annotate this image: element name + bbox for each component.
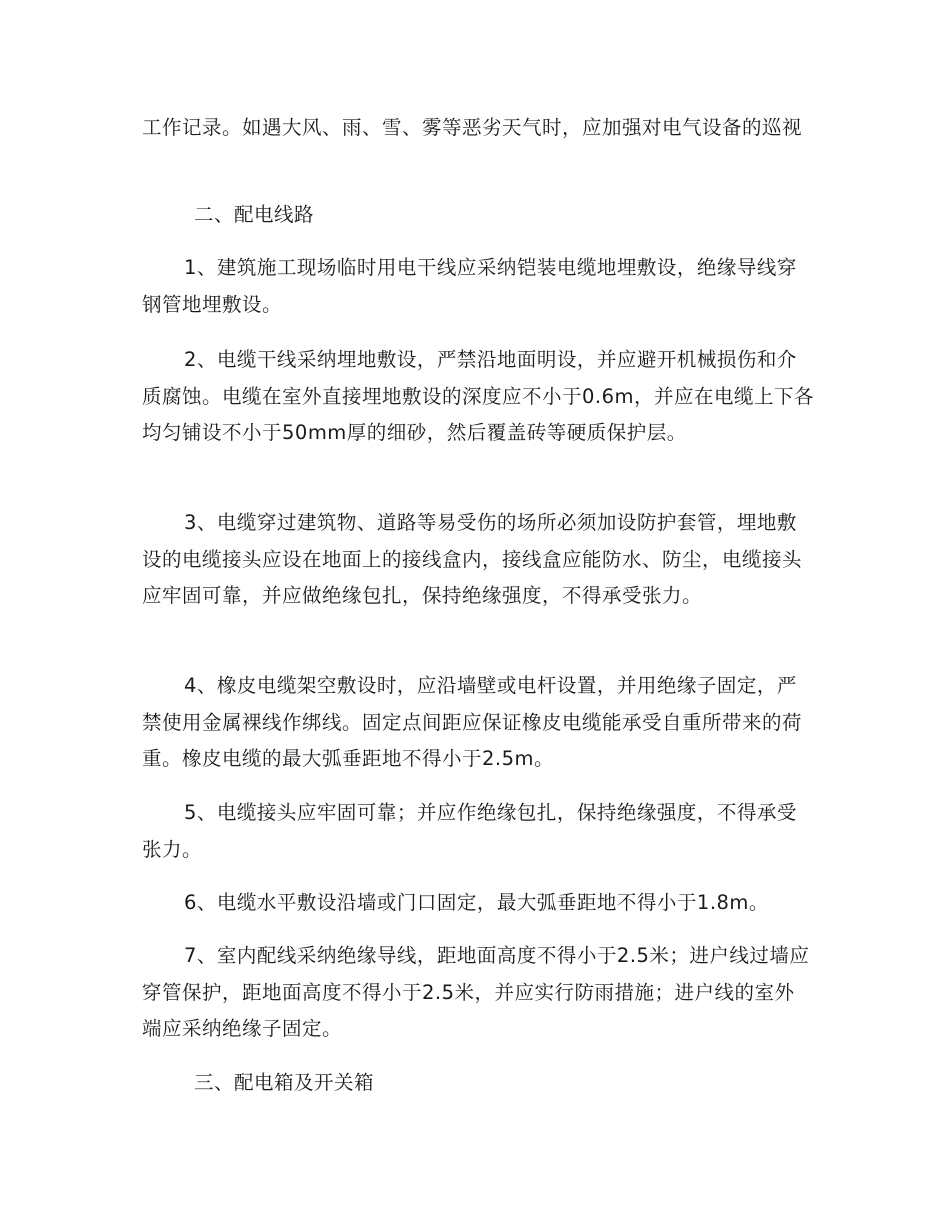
paragraph-item-4: 4、橡皮电缆架空敷设时，应沿墙壁或电杆设置，并用绝缘子固定，严禁使用金属裸线作绑线。固定点间距应保证橡皮电缆能承受自重所带来的荷重。橡皮电缆的最大弧垂距地不得小于2.5m。 [142, 674, 803, 770]
paragraph-item-7: 7、室内配线采纳绝缘导线，距地面高度不得小于2.5米；进户线过墙应穿管保护，距地面高度不得小于2.5米，并应实行防雨措施；进户线的室外端应采纳绝缘子固定。 [142, 944, 810, 1040]
section-heading-2: 二、配电线路 [194, 203, 315, 226]
paragraph-item-6: 6、电缆水平敷设沿墙或门口固定，最大弧垂距地不得小于1.8m。 [184, 891, 769, 914]
paragraph-item-3: 3、电缆穿过建筑物、道路等易受伤的场所必须加设防护套管，埋地敷设的电缆接头应设在地面上的接线盒内，接线盒应能防水、防尘，电缆接头应牢固可靠，并应做绝缘包扎，保持绝缘强度，不得承受张力。 [142, 511, 803, 607]
paragraph-continuation: 工作记录。如遇大风、雨、雪、雾等恶劣天气时，应加强对电气设备的巡视 [142, 116, 803, 139]
paragraph-item-5: 5、电缆接头应牢固可靠；并应作绝缘包扎，保持绝缘强度，不得承受张力。 [142, 801, 797, 861]
paragraph-item-2: 2、电缆干线采纳埋地敷设，严禁沿地面明设，并应避开机械损伤和介质腐蚀。电缆在室外直接埋地敷设的深度应不小于0.6m，并应在电缆上下各均匀铺设不小于50mm厚的细砂，然后覆盖砖等硬质保护层。 [142, 348, 815, 444]
paragraph-item-1: 1、建筑施工现场临时用电干线应采纳铠装电缆地埋敷设，绝缘导线穿钢管地埋敷设。 [142, 256, 797, 316]
section-heading-3: 三、配电箱及开关箱 [194, 1071, 375, 1094]
